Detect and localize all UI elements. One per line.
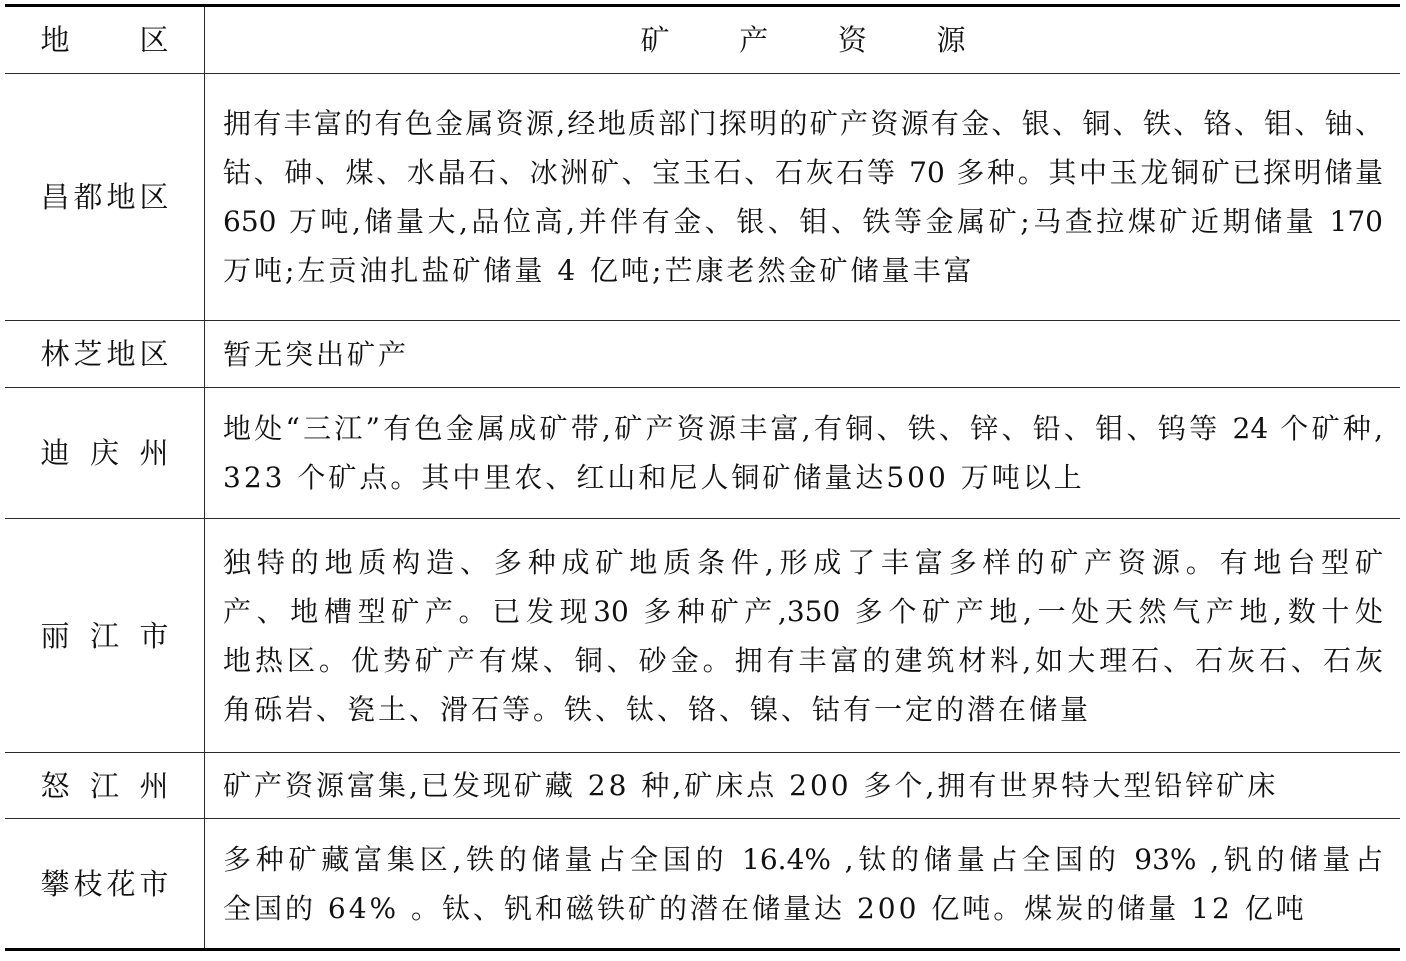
resources-cell xyxy=(205,519,1400,752)
header-resources-label: 矿产资源 xyxy=(640,23,966,57)
region-label: 怒江州 xyxy=(40,768,169,803)
resource-line: 地热区。优势矿产有煤、铜、砂金。拥有丰富的建筑材料,如大理石、石灰石、石灰 xyxy=(223,643,1383,677)
table-row-lijiang xyxy=(5,519,1400,753)
resource-line: 产、地槽型矿产。已发现30 多种矿产,350 多个矿产地,一处天然气产地,数十处 xyxy=(223,594,1383,628)
resource-line: 暂无突出矿产 xyxy=(223,337,410,371)
resources-cell xyxy=(205,753,1400,818)
resource-line: 独特的地质构造、多种成矿地质条件,形成了丰富多样的矿产资源。有地台型矿 xyxy=(223,545,1383,579)
table-row-linzhi xyxy=(5,321,1400,388)
table-header-row xyxy=(5,7,1400,74)
region-label: 丽江市 xyxy=(40,618,169,653)
header-region-cell xyxy=(5,7,205,73)
region-cell xyxy=(5,388,205,518)
resource-line: 拥有丰富的有色金属资源,经地质部门探明的矿产资源有金、银、铜、铁、铬、钼、铀、 xyxy=(223,107,1383,140)
region-cell xyxy=(5,519,205,752)
table-row-nujiang xyxy=(5,753,1400,819)
resource-line: 万吨;左贡油扎盐矿储量 4 亿吨;芒康老然金矿储量丰富 xyxy=(223,254,975,287)
header-region-label: 地区 xyxy=(40,23,169,57)
resource-line: 矿产资源富集,已发现矿藏 28 种,矿床点 200 多个,拥有世界特大型铅锌矿床 xyxy=(223,769,1279,802)
resource-line: 多种矿藏富集区,铁的储量占全国的 16.4% ,钛的储量占全国的 93% ,钒的储量占 xyxy=(223,842,1383,876)
region-label: 攀枝花市 xyxy=(40,866,169,901)
table-row-diqing xyxy=(5,388,1400,519)
header-resources-cell xyxy=(205,7,1400,73)
resource-line: 角砾岩、瓷土、滑石等。铁、钛、铬、镍、钴有一定的潜在储量 xyxy=(223,692,1092,726)
mineral-resources-table xyxy=(5,4,1400,951)
resource-line: 全国的 64% 。钛、钒和磁铁矿的潜在储量达 200 亿吨。煤炭的储量 12 亿吨 xyxy=(223,891,1307,925)
region-cell xyxy=(5,74,205,320)
resources-cell xyxy=(205,388,1400,518)
region-label: 昌都地区 xyxy=(40,180,169,214)
resource-line: 钴、砷、煤、水晶石、冰洲矿、宝玉石、石灰石等 70 多种。其中玉龙铜矿已探明储量 xyxy=(223,156,1383,189)
resource-line: 323 个矿点。其中里农、红山和尼人铜矿储量达500 万吨以上 xyxy=(223,461,1085,494)
table-row-panzhihua xyxy=(5,819,1400,948)
region-label: 迪庆州 xyxy=(40,436,169,470)
resources-cell xyxy=(205,74,1400,320)
region-cell xyxy=(5,819,205,948)
resources-cell xyxy=(205,321,1400,387)
table-row-changdu xyxy=(5,74,1400,321)
region-cell xyxy=(5,753,205,818)
region-cell xyxy=(5,321,205,387)
resource-line: 地处“三江”有色金属成矿带,矿产资源丰富,有铜、铁、锌、铅、钼、钨等 24 个矿种, xyxy=(223,412,1383,445)
region-label: 林芝地区 xyxy=(40,337,169,371)
resources-cell xyxy=(205,819,1400,948)
resource-line: 650 万吨,储量大,品位高,并伴有金、银、钼、铁等金属矿;马查拉煤矿近期储量 170 xyxy=(223,205,1383,238)
